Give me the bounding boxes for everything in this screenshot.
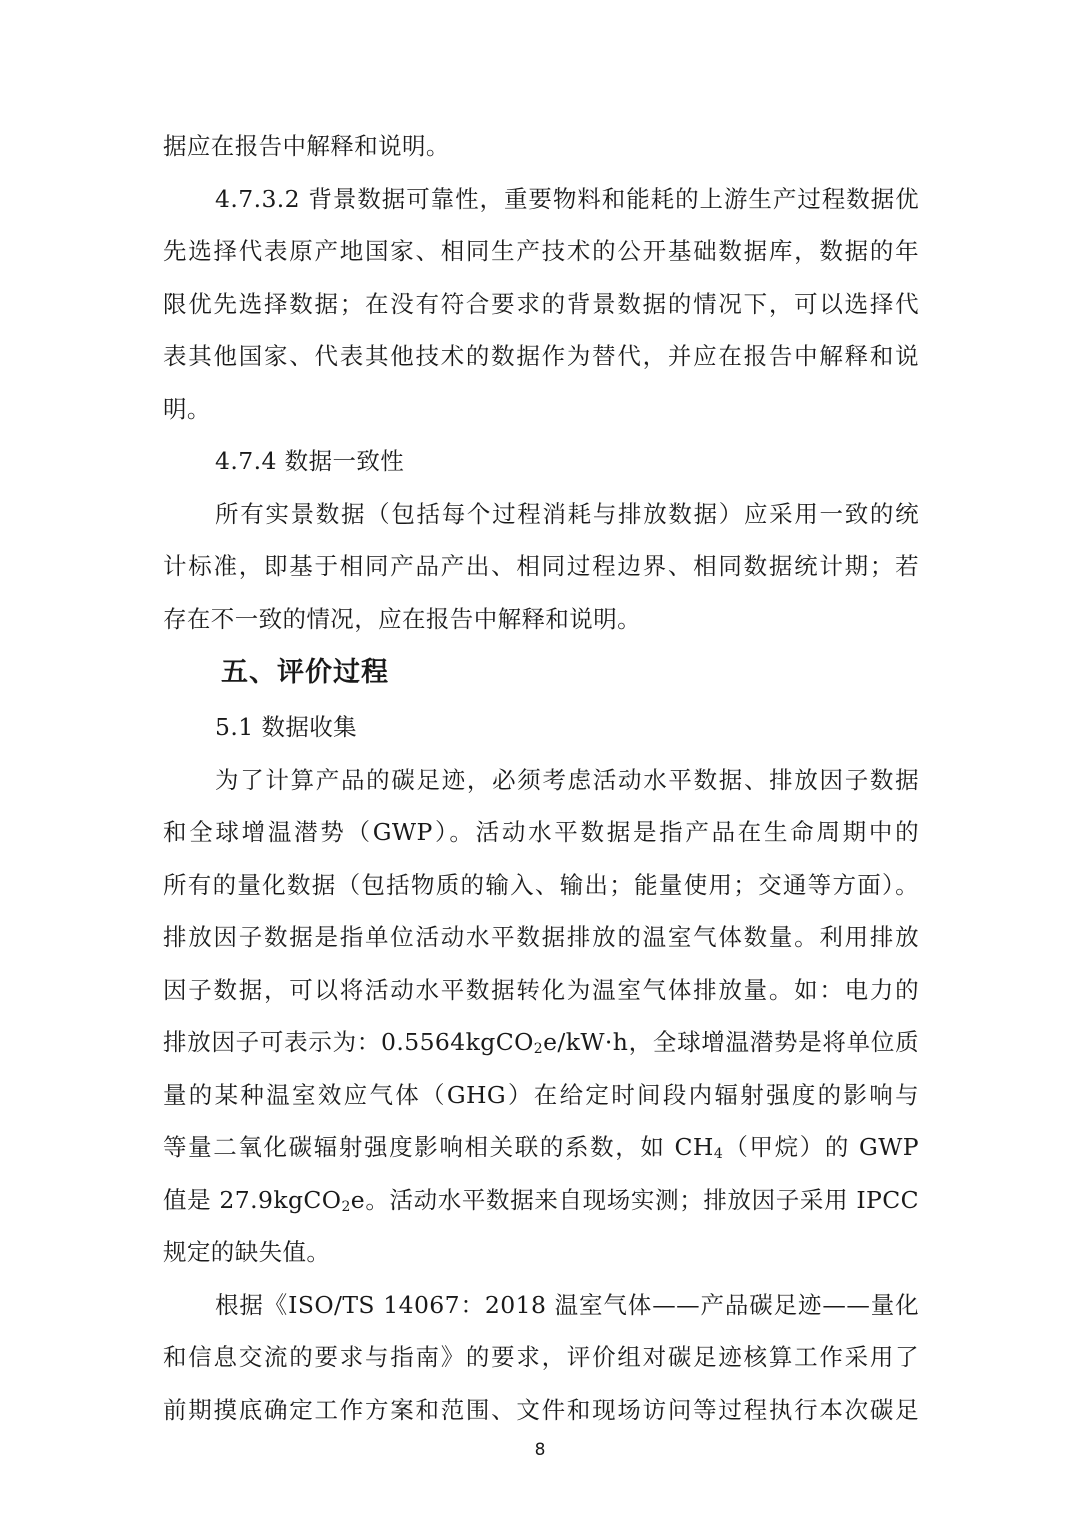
text-line: 所有的量化数据（包括物质的输入、输出；能量使用；交通等方面）。: [163, 870, 919, 899]
subheading-5-1: [163, 701, 919, 754]
page-number: 8: [534, 1440, 546, 1460]
text-line: 明。: [163, 394, 211, 423]
text-line: 排放因子数据是指单位活动水平数据排放的温室气体数量。利用排放: [163, 923, 919, 951]
text-run: （甲烷）的 GWP: [723, 1133, 919, 1161]
text-line: 因子数据，可以将活动水平数据转化为温室气体排放量。如：电力的: [163, 975, 919, 1004]
paragraph-continuation: [163, 120, 919, 173]
paragraph-iso-standard: [163, 1279, 919, 1437]
text-line: 计标准，即基于相同产品产出、相同过程边界、相同数据统计期；若: [163, 552, 919, 580]
subscript: 4: [713, 1146, 724, 1162]
text-run: e。活动水平数据来自现场实测；排放因子采用 IPCC: [350, 1185, 919, 1214]
text-run: e/kW·h，全球增温潜势是将单位质: [543, 1028, 919, 1056]
text-line: 所有实景数据（包括每个过程消耗与排放数据）应采用一致的统: [215, 499, 919, 528]
text-line: 量的某种温室效应气体（GHG）在给定时间段内辐射强度的影响与: [163, 1080, 919, 1109]
paragraph-4-7-3-2: [163, 173, 919, 436]
text-run: 值是 27.9kgCO: [163, 1185, 342, 1214]
text-line: 据应在报告中解释和说明。: [163, 132, 450, 160]
text-line: 4.7.4 数据一致性: [215, 447, 405, 475]
text-run: 排放因子可表示为：0.5564kgCO: [163, 1028, 534, 1056]
text-line: 先选择代表原产地国家、相同生产技术的公开基础数据库，数据的年: [163, 237, 919, 265]
text-line: 和全球增温潜势（GWP）。活动水平数据是指产品在生命周期中的: [163, 818, 919, 846]
text-line: [163, 1174, 919, 1227]
text-line: 5.1 数据收集: [215, 713, 358, 741]
subscript: 2: [533, 1041, 544, 1057]
text-line: 表其他国家、代表其他技术的数据作为替代，并应在报告中解释和说: [163, 342, 919, 370]
text-line: 规定的缺失值。: [163, 1238, 331, 1266]
document-body: [163, 120, 919, 1436]
text-line: 存在不一致的情况，应在报告中解释和说明。: [163, 604, 641, 633]
text-line: 前期摸底确定工作方案和范围、文件和现场访问等过程执行本次碳足: [163, 1395, 919, 1424]
text-line: 和信息交流的要求与指南》的要求，评价组对碳足迹核算工作采用了: [163, 1343, 919, 1371]
text-line: 为了计算产品的碳足迹，必须考虑活动水平数据、排放因子数据: [215, 765, 919, 794]
text-line: [163, 1016, 919, 1069]
subheading-4-7-4: [163, 435, 919, 488]
paragraph-consistency: [163, 488, 919, 646]
text-run: 等量二氧化碳辐射强度影响相关联的系数，如 CH: [163, 1133, 714, 1161]
subscript: 2: [341, 1198, 351, 1215]
section-heading: 五、评价过程: [221, 657, 389, 688]
text-line: 4.7.3.2 背景数据可靠性，重要物料和能耗的上游生产过程数据优: [215, 184, 919, 213]
text-line: [163, 1121, 919, 1174]
text-line: 根据《ISO/TS 14067：2018 温室气体——产品碳足迹——量化: [215, 1290, 919, 1319]
text-line: 限优先选择数据；在没有符合要求的背景数据的情况下，可以选择代: [163, 289, 919, 318]
paragraph-data-collection: [163, 754, 919, 1279]
